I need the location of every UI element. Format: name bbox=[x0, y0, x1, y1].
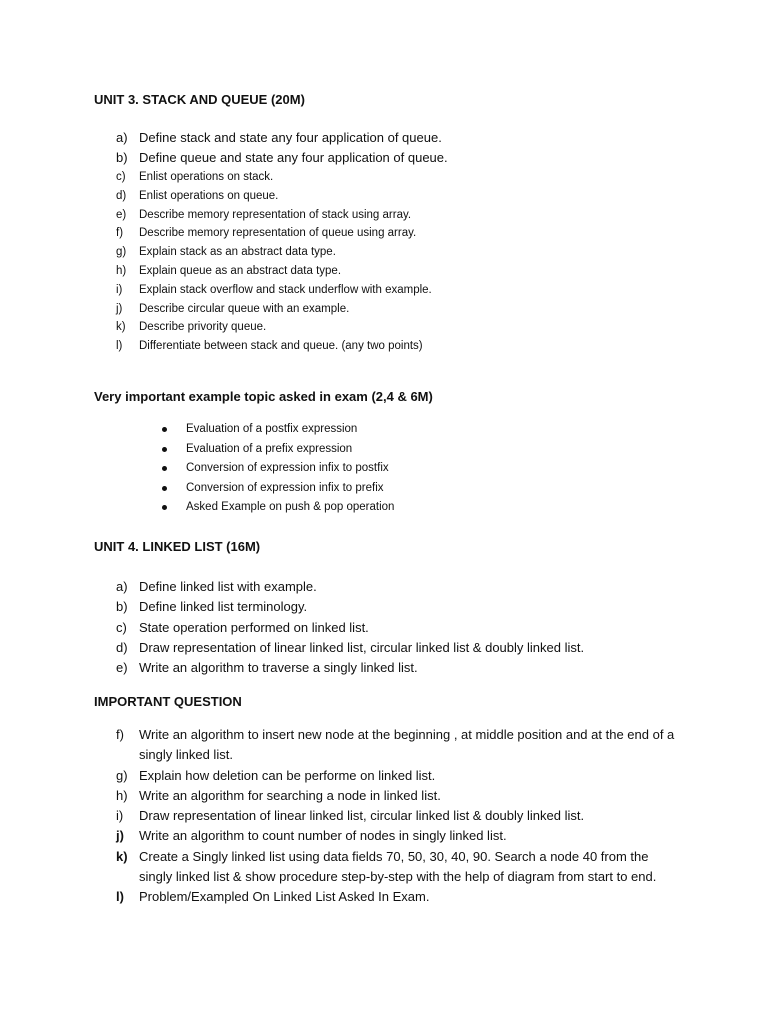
item-text: Define queue and state any four application of queue. bbox=[139, 150, 448, 165]
unit4-question-list bbox=[116, 577, 584, 678]
unit3-heading: UNIT 3. STACK AND QUEUE (20M) bbox=[94, 92, 305, 107]
list-item bbox=[116, 826, 676, 846]
item-text: Describe memory representation of queue using array. bbox=[139, 227, 417, 240]
item-marker: b) bbox=[116, 599, 128, 615]
bullet-item bbox=[160, 420, 394, 440]
item-text: Enlist operations on queue. bbox=[139, 189, 279, 202]
item-marker: d) bbox=[116, 189, 127, 202]
item-text: Problem/Exampled On Linked List Asked In Exam. bbox=[139, 889, 430, 905]
item-text: Define linked list terminology. bbox=[139, 599, 308, 615]
item-marker: i) bbox=[116, 283, 123, 296]
item-text: Draw representation of linear linked list, circular linked list & doubly linked list. bbox=[139, 639, 585, 655]
examples-bullet-list bbox=[160, 420, 394, 518]
bullet-item bbox=[160, 440, 394, 460]
list-item bbox=[116, 262, 448, 281]
list-item bbox=[116, 577, 584, 597]
unit4-heading: UNIT 4. LINKED LIST (16M) bbox=[94, 539, 261, 554]
bullet-text: Conversion of expression infix to postfix bbox=[186, 462, 389, 475]
item-text: Create a Singly linked list using data fields 70, 50, 30, 40, 90. Search a node 40 from the singly linked list & show procedure step-by-step with the help of diagram from start to end. bbox=[139, 848, 657, 885]
list-item bbox=[116, 337, 448, 356]
list-item bbox=[116, 224, 448, 243]
item-text: Define linked list with example. bbox=[139, 579, 317, 594]
list-item bbox=[116, 806, 676, 826]
item-text: Describe memory representation of stack using array. bbox=[139, 208, 412, 221]
item-marker: j) bbox=[116, 828, 124, 844]
item-text: Describe privority queue. bbox=[139, 321, 267, 334]
bullet-item bbox=[160, 479, 394, 499]
bullet-text: Asked Example on push & pop operation bbox=[186, 501, 395, 514]
item-text: State operation performed on linked list. bbox=[139, 619, 369, 635]
list-item bbox=[116, 658, 584, 678]
item-marker: j) bbox=[116, 302, 123, 315]
list-item bbox=[116, 300, 448, 319]
bullet-text: Conversion of expression infix to prefix bbox=[186, 481, 384, 494]
bullet-icon bbox=[162, 466, 167, 471]
important-question-list bbox=[116, 725, 676, 908]
item-text: Explain queue as an abstract data type. bbox=[139, 264, 342, 277]
list-item bbox=[116, 281, 448, 300]
item-marker: g) bbox=[116, 246, 127, 259]
list-item bbox=[116, 243, 448, 262]
list-item bbox=[116, 766, 676, 786]
bullet-icon bbox=[162, 505, 167, 510]
item-text: Write an algorithm to traverse a singly linked list. bbox=[139, 660, 418, 676]
item-marker: k) bbox=[116, 848, 128, 864]
item-text: Explain how deletion can be performe on linked list. bbox=[139, 767, 436, 783]
list-item bbox=[116, 786, 676, 806]
unit3-question-list bbox=[116, 128, 448, 356]
item-text: Explain stack overflow and stack underflow with example. bbox=[139, 283, 432, 296]
bullet-icon bbox=[162, 427, 167, 432]
important-question-heading: IMPORTANT QUESTION bbox=[94, 694, 242, 709]
list-item bbox=[116, 168, 448, 187]
list-item bbox=[116, 887, 676, 907]
item-text: Write an algorithm for searching a node in linked list. bbox=[139, 787, 441, 803]
list-item bbox=[116, 618, 584, 638]
list-item bbox=[116, 128, 448, 148]
list-item bbox=[116, 597, 584, 617]
examples-heading: Very important example topic asked in exam (2,4 & 6M) bbox=[94, 389, 433, 404]
item-marker: a) bbox=[116, 130, 128, 145]
item-marker: f) bbox=[116, 227, 124, 240]
item-marker: l) bbox=[116, 889, 124, 905]
bullet-text: Evaluation of a prefix expression bbox=[186, 442, 353, 455]
list-item bbox=[116, 148, 448, 168]
bullet-text: Evaluation of a postfix expression bbox=[186, 423, 358, 435]
list-item bbox=[116, 847, 676, 888]
item-marker: e) bbox=[116, 208, 127, 221]
item-marker: l) bbox=[116, 340, 123, 353]
item-marker: b) bbox=[116, 150, 128, 165]
item-marker: a) bbox=[116, 579, 128, 594]
bullet-icon bbox=[162, 486, 167, 491]
item-text: Write an algorithm to insert new node at the beginning , at middle position and at the end of a singly linked list. bbox=[139, 727, 675, 763]
item-marker: d) bbox=[116, 639, 128, 655]
bullet-item bbox=[160, 459, 394, 479]
list-item bbox=[116, 206, 448, 225]
bullet-item bbox=[160, 498, 394, 518]
item-text: Write an algorithm to count number of nodes in singly linked list. bbox=[139, 828, 507, 844]
list-item bbox=[116, 725, 676, 766]
item-text: Draw representation of linear linked list, circular linked list & doubly linked list. bbox=[139, 808, 585, 824]
item-marker: c) bbox=[116, 171, 126, 183]
item-marker: h) bbox=[116, 787, 128, 803]
item-text: Differentiate between stack and queue. (any two points) bbox=[139, 340, 423, 353]
item-marker: h) bbox=[116, 264, 127, 277]
item-text: Define stack and state any four application of queue. bbox=[139, 130, 442, 145]
item-marker: i) bbox=[116, 808, 124, 824]
item-marker: g) bbox=[116, 767, 128, 783]
item-text: Describe circular queue with an example. bbox=[139, 302, 350, 315]
bullet-icon bbox=[162, 447, 167, 452]
item-text: Enlist operations on stack. bbox=[139, 171, 274, 183]
list-item bbox=[116, 187, 448, 206]
list-item bbox=[116, 318, 448, 337]
list-item bbox=[116, 638, 584, 658]
item-marker: f) bbox=[116, 727, 124, 742]
item-marker: c) bbox=[116, 619, 127, 635]
item-marker: k) bbox=[116, 321, 126, 334]
item-marker: e) bbox=[116, 660, 128, 676]
item-text: Explain stack as an abstract data type. bbox=[139, 246, 336, 259]
